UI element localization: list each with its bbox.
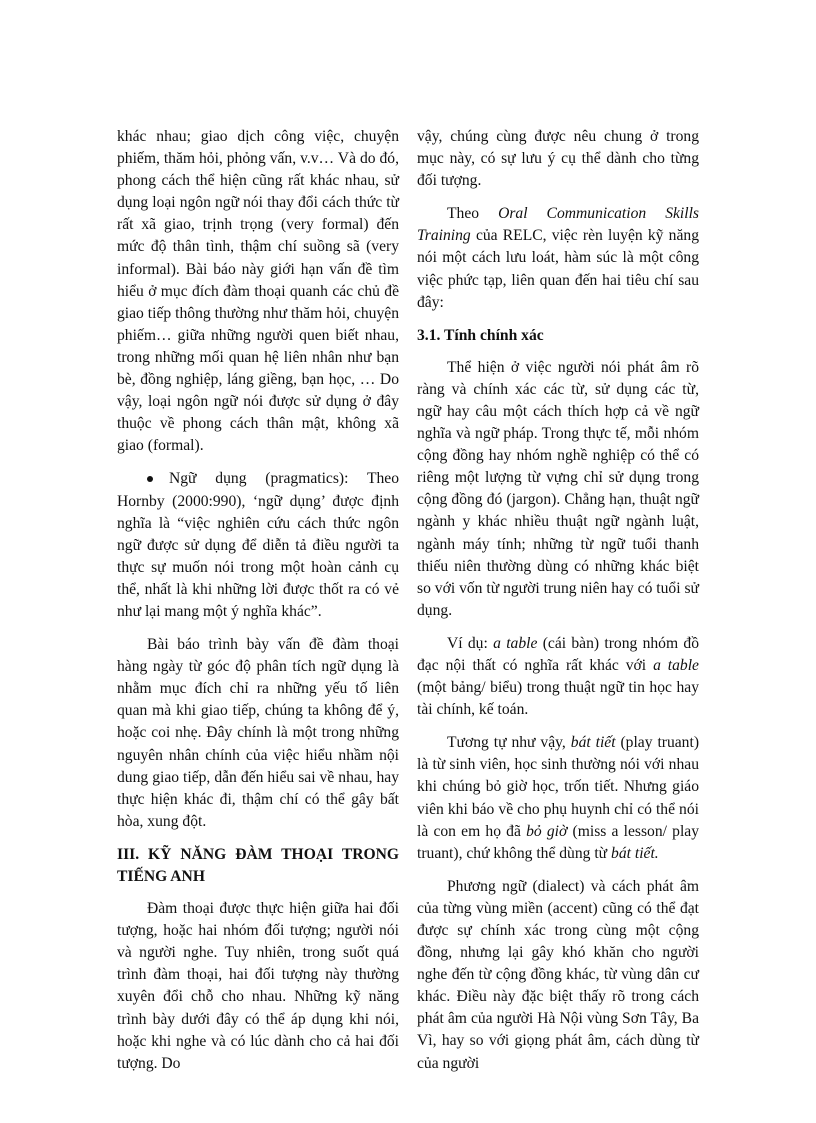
left-column [117, 126, 399, 1086]
italic-term: a table [493, 634, 538, 652]
paragraph-continuation: vậy, chúng cùng được nêu chung ở trong mục này, có sự lưu ý cụ thể dành cho từng đối tượng. [417, 128, 699, 190]
paragraph-relc-training [417, 203, 699, 313]
bullet-icon [147, 476, 153, 482]
text-span: Ví dụ: [447, 634, 494, 652]
right-column [417, 126, 699, 1086]
text-span: Theo [447, 205, 499, 223]
paragraph-article-purpose: Bài báo trình bày vấn đề đàm thoại hàng ngày từ góc độ phân tích ngữ dụng là nhằm mục đích chỉ ra những yếu tố liên quan mà khi giao tiếp, chúng ta không để ý, hoặc coi nhẹ. Đây chính là một trong những nguyên nhân chính của việc hiểu nhầm nội dung giao tiếp, dẫn đến hiểu sai về nhau, hay thực hiện khác đi, thậm chí có thể gây bất hòa, xung đột. [117, 636, 399, 830]
italic-term: bát tiết [570, 734, 616, 752]
section-heading-conversation-skills: III. KỸ NĂNG ĐÀM THOẠI TRONG TIẾNG ANH [117, 845, 399, 885]
paragraph-example-bat-tiet [417, 732, 699, 865]
italic-term: bỏ giờ [526, 822, 568, 840]
text-span: (một bảng/ biểu) trong thuật ngữ tin học hay tài chính, kế toán. [417, 679, 699, 719]
paragraph-dialect-accent: Phương ngữ (dialect) và cách phát âm của từng vùng miền (accent) cũng có thể đạt được sự chính xác trong cùng một cộng đồng, nhưng lại gây khó khăn cho người nghe đến từ cộng đồng khác, từ vùng dân cư khác. Điều này đặc biệt thấy rõ trong cách phát âm của người Hà Nội vùng Sơn Tây, Ba Vì, hay so với giọng phát âm, cách dùng từ của người [417, 877, 699, 1072]
paragraph-accuracy-detail: Thể hiện ở việc người nói phát âm rõ ràng và chính xác các từ, sử dụng các từ, ngữ hay câu một cách thích hợp cả về ngữ nghĩa và ngữ pháp. Trong thực tế, mỗi nhóm cộng đồng hay nhóm nghề nghiệp có thể có riêng một lượng từ vựng chỉ sử dụng trong cộng đồng đó (jargon). Chẳng hạn, thuật ngữ ngành y khác nhiều thuật ngữ ngành luật, ngành máy tính; những từ ngữ tuổi thanh thiếu niên thường dùng có những khác biệt so với vốn từ người trung niên hay có tuổi sử dụng. [417, 358, 699, 619]
text-span: của RELC, việc rèn luyện kỹ năng nói một cách lưu loát, hàm súc là một công việc phức tạp, liên quan đến hai tiêu chí sau đây: [417, 227, 699, 311]
book-title: Oral Communication Skills Training [417, 205, 699, 245]
text-span: (miss a lesson/ play truant), chứ không thể dùng từ [417, 822, 699, 862]
text-span: (play truant) là từ sinh viên, học sinh thường nói với nhau khi chúng bỏ giờ học, trốn tiết. Nhưng giáo viên khi báo về cho phụ huynh chỉ có thể nói là con em họ đã [417, 734, 700, 840]
paragraph-register-styles: khác nhau; giao dịch công việc, chuyện phiếm, thăm hỏi, phỏng vấn, v.v… Và do đó, phong cách thể hiện cũng rất khác nhau, sử dụng loại ngôn ngữ nói thay đổi cách thức từ rất xã giao, trịnh trọng (very formal) đến mức độ thân tình, thậm chí suồng sã (very informal). Bài báo này giới hạn vấn đề tìm hiểu ở mục đích đàm thoại quanh các chủ đề giao tiếp thông thường như thăm hỏi, chuyện phiếm… giữa những người quen biết nhau, trong những mối quan hệ liên nhân như bạn bè, đồng nghiệp, láng giềng, bạn học, … Do vậy, loại ngôn ngữ nói được sử dụng ở đây thuộc về phong cách thân mật, không xã giao (formal). [117, 128, 399, 455]
paragraph-conversation-intro: Đàm thoại được thực hiện giữa hai đối tượng, hoặc hai nhóm đối tượng; người nói và người nghe. Tuy nhiên, trong suốt quá trình đàm thoại, hai đối tượng này thường xuyên đổi chỗ cho nhau. Những kỹ năng trình bày dưới đây có thể áp dụng khi nói, hoặc khi nghe và có lúc dành cho cả hai đối tượng. Do [117, 900, 399, 1072]
text-span: (cái bàn) trong nhóm đồ đạc nội thất có nghĩa rất khác với [417, 634, 699, 674]
paragraph-example-table [417, 633, 699, 721]
italic-term: bát tiết. [611, 844, 659, 862]
pragmatics-definition-text: Ngữ dụng (pragmatics): Theo Hornby (2000:990), ‘ngữ dụng’ được định nghĩa là “việc nghiên cứu cách thức ngôn ngữ được sử dụng để diễn tả điều người ta thực sự muốn nói trong một hoàn cảnh cụ thể, nhất là khi những lời được thốt ra có vẻ như lại mang một ý nghĩa khác”. [117, 470, 399, 620]
bullet-pragmatics [117, 468, 399, 623]
text-span: Tương tự như vậy, [447, 734, 571, 752]
italic-term: a table [653, 656, 699, 674]
subsection-heading-accuracy: 3.1. Tính chính xác [417, 326, 544, 344]
